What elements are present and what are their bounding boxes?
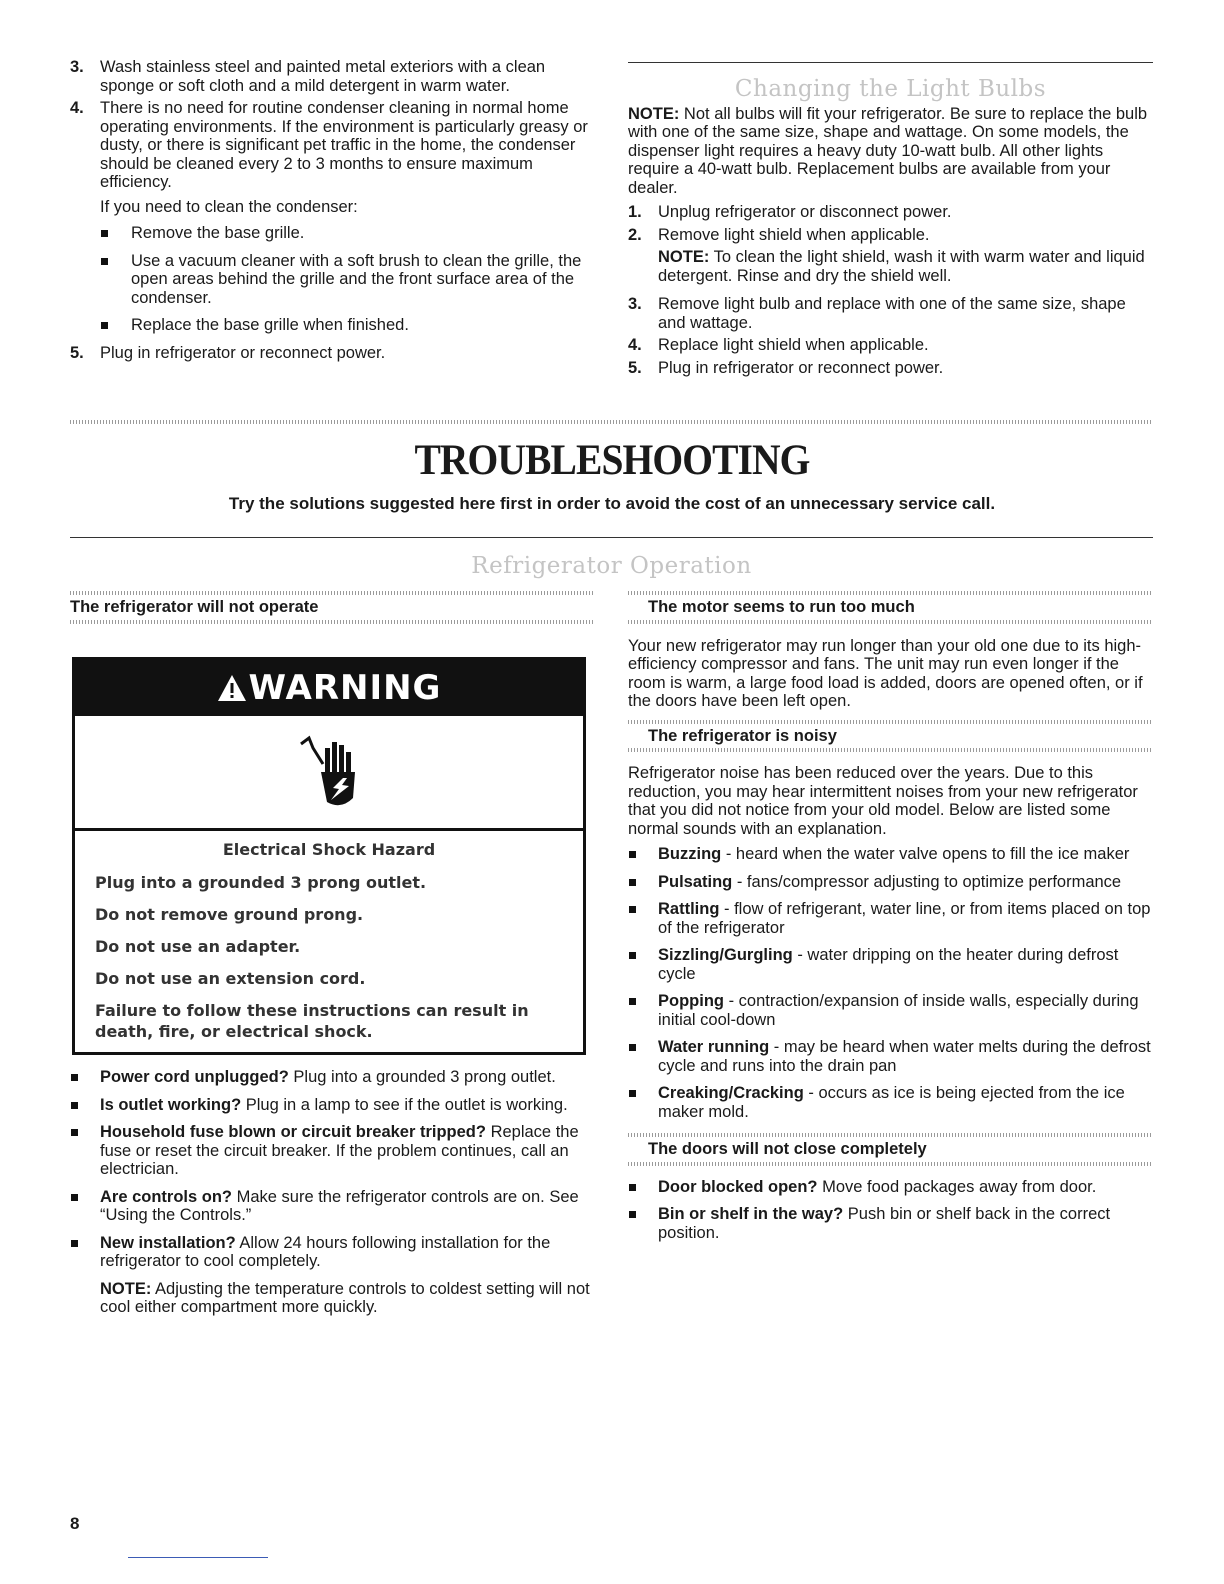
list-item: 5. Plug in refrigerator or reconnect power. xyxy=(628,358,944,377)
noisy-text: Refrigerator noise has been reduced over the years. Due to this reduction, you may hear intermittent noises from your new refrigerator that you did not notice from your old model. Below are listed some normal sounds with an explanation. xyxy=(628,764,1138,838)
page-title: TROUBLESHOOTING xyxy=(414,437,810,484)
bullet-icon xyxy=(628,992,658,1029)
warning-box xyxy=(72,657,586,1055)
will-not-operate-checklist xyxy=(70,1068,595,1317)
bullet-icon xyxy=(70,1188,100,1225)
warning-line: Do not use an adapter. xyxy=(95,937,301,956)
list-item: Sizzling/Gurgling - water dripping on the heater during defrost cycle xyxy=(628,946,1153,983)
list-item: Is outlet working? Plug in a lamp to see if the outlet is working. xyxy=(70,1096,595,1115)
list-item: Popping - contraction/expansion of inside walls, especially during initial cool-down xyxy=(628,992,1153,1029)
list-item: New installation? Allow 24 hours following installation for the refrigerator to cool completely. xyxy=(70,1234,595,1271)
warning-line: Plug into a grounded 3 prong outlet. xyxy=(95,873,427,892)
footer-line xyxy=(128,1557,268,1558)
divider xyxy=(70,537,1153,538)
bullet-icon xyxy=(628,1038,658,1075)
bullet-icon xyxy=(70,1234,100,1271)
bullet-icon xyxy=(628,1205,658,1242)
bullet-icon xyxy=(100,224,131,243)
list-item: Replace the base grille when finished. xyxy=(100,316,595,335)
bullet-icon xyxy=(628,873,658,892)
list-item: 3. Wash stainless steel and painted metal exteriors with a clean sponge or soft cloth and a mild detergent in warm water. xyxy=(70,58,546,95)
bullet-icon xyxy=(70,1096,100,1115)
section-title: Changing the Light Bulbs xyxy=(734,76,1047,102)
warning-caption: Electrical Shock Hazard xyxy=(222,840,436,859)
warning-line: Do not remove ground prong. xyxy=(95,905,364,924)
section-title: Refrigerator Operation xyxy=(471,553,752,579)
list-item: Remove the base grille. xyxy=(100,224,595,243)
list-item: Rattling - flow of refrigerant, water line, or from items placed on top of the refrigerator xyxy=(628,900,1153,937)
problem-title: The doors will not close completely xyxy=(648,1140,927,1158)
page-number: 8 xyxy=(70,1514,80,1533)
bullet-icon xyxy=(628,946,658,983)
note: NOTE: Not all bulbs will fit your refrigerator. Be sure to replace the bulb with one of the same size, shape and wattage. On some models, the dispenser light requires a heavy duty 10-watt bulb. All other lights require a 40-watt bulb. Replacement bulbs are available from your dealer. xyxy=(628,104,1148,197)
list-item: 3. Remove light bulb and replace with one of the same size, shape and wattage. xyxy=(628,295,1126,332)
note: NOTE: To clean the light shield, wash it with warm water and liquid detergent. Rinse and dry the shield well. xyxy=(658,248,1145,285)
electrical-shock-hand-icon xyxy=(295,734,365,814)
cleaning-instructions xyxy=(70,58,595,366)
list-item: Household fuse blown or circuit breaker tripped? Replace the fuse or reset the circuit breaker. If the problem continues, call an electrician. xyxy=(70,1123,595,1179)
list-item: Bin or shelf in the way? Push bin or shelf back in the correct position. xyxy=(628,1205,1153,1242)
warning-triangle-icon xyxy=(217,674,247,702)
bullet-icon xyxy=(628,1084,658,1121)
warning-line: Failure to follow these instructions can result in death, fire, or electrical shock. xyxy=(95,1001,529,1041)
list-item: 2. Remove light shield when applicable. xyxy=(628,225,930,244)
hatched-divider xyxy=(628,748,1153,752)
divider xyxy=(628,62,1153,63)
hatched-divider xyxy=(628,620,1153,624)
list-item: 4. Replace light shield when applicable. xyxy=(628,336,929,354)
bullet-icon xyxy=(628,900,658,937)
problem-header-will-not-operate xyxy=(70,591,595,624)
problem-title: The motor seems to run too much xyxy=(648,598,915,616)
page-subtitle: Try the solutions suggested here first in order to avoid the cost of an unnecessary service call. xyxy=(228,494,996,513)
list-item: Creaking/Cracking - occurs as ice is being ejected from the ice maker mold. xyxy=(628,1084,1153,1121)
bullet-icon xyxy=(628,1178,658,1197)
list-item: 1. Unplug refrigerator or disconnect power. xyxy=(628,203,952,221)
hatched-divider xyxy=(70,620,595,624)
bullet-icon xyxy=(628,845,658,864)
condenser-intro: If you need to clean the condenser: xyxy=(100,197,358,216)
hatched-divider xyxy=(628,1162,1153,1166)
hatched-divider xyxy=(70,420,1153,424)
bullet-icon xyxy=(100,252,131,308)
list-item: Door blocked open? Move food packages away from door. xyxy=(628,1178,1153,1197)
bullet-icon xyxy=(100,316,131,335)
problem-title: The refrigerator will not operate xyxy=(70,598,319,616)
warning-line: Do not use an extension cord. xyxy=(95,969,366,988)
warning-header: WARNING xyxy=(75,660,583,716)
note: NOTE: Adjusting the temperature controls to coldest setting will not cool either compartment more quickly. xyxy=(100,1279,590,1316)
bullet-icon xyxy=(70,1123,100,1179)
list-item: 4. There is no need for routine condenser cleaning in normal home operating environments. If the environment is particularly greasy or dusty, or there is significant pet traffic in the home, the condenser should be cleaned every 2 to 3 months to ensure maximum efficiency. xyxy=(70,99,588,191)
list-item: Power cord unplugged? Plug into a grounded 3 prong outlet. xyxy=(70,1068,595,1087)
list-item: Water running - may be heard when water melts during the defrost cycle and runs into the drain pan xyxy=(628,1038,1153,1075)
list-item: Use a vacuum cleaner with a soft brush to clean the grille, the open areas behind the grille and the front surface area of the condenser. xyxy=(100,252,595,308)
warning-icon-area xyxy=(75,716,583,831)
list-item: Pulsating - fans/compressor adjusting to optimize performance xyxy=(628,873,1153,892)
warning-text xyxy=(75,831,583,1042)
motor-text: Your new refrigerator may run longer than your old one due to its high-efficiency compressor and fans. The unit may run even longer if the room is warm, a large food load is added, doors are opened often, or if the doors have been left open. xyxy=(628,636,1143,710)
problem-title: The refrigerator is noisy xyxy=(648,726,837,745)
list-item: 5. Plug in refrigerator or reconnect power. xyxy=(70,343,386,362)
list-item: Are controls on? Make sure the refrigerator controls are on. See “Using the Controls.” xyxy=(70,1188,595,1225)
bullet-icon xyxy=(70,1068,100,1087)
list-item: Buzzing - heard when the water valve opens to fill the ice maker xyxy=(628,845,1153,864)
light-bulbs-section xyxy=(628,62,1153,381)
right-problems xyxy=(628,591,1153,1251)
